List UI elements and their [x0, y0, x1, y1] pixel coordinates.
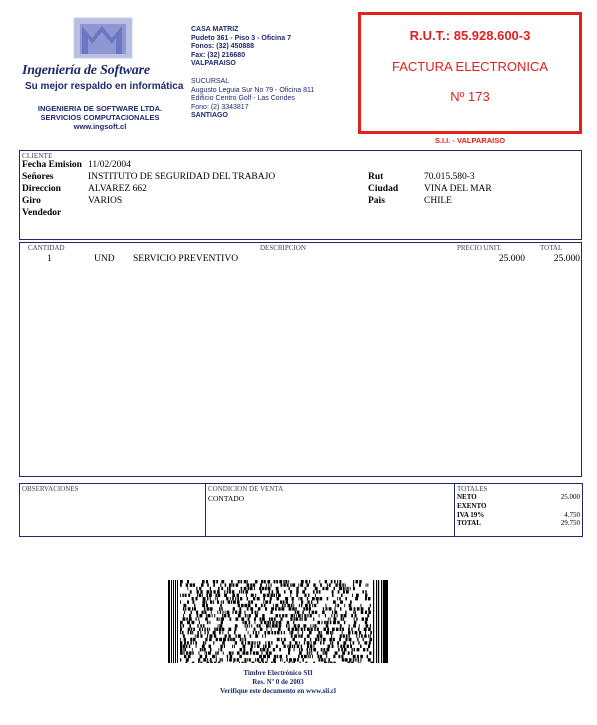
totals-label: TOTALES — [457, 485, 488, 493]
head-office-address: Pudeto 361 - Piso 3 - Oficina 7 — [191, 34, 291, 42]
company-logo-name: Ingeniería de Software — [22, 63, 150, 78]
head-office-block — [191, 26, 291, 69]
head-office-fax: Fax: (32) 216680 — [191, 51, 246, 59]
col-total: TOTAL — [540, 244, 563, 252]
stamp-line-2: Res. Nº 0 de 2003 — [252, 678, 304, 686]
table-row — [20, 254, 581, 266]
iva-label: IVA 19% — [457, 511, 485, 519]
row-total: 25.000 — [553, 254, 580, 264]
senores-label: Señores — [22, 172, 54, 182]
senores-value: INSTITUTO DE SEGURIDAD DEL TRABAJO — [88, 172, 276, 182]
giro-label: Giro — [22, 196, 41, 206]
company-info — [20, 104, 180, 131]
rut-label: Rut — [368, 172, 384, 182]
sii-office: S.I.I. - VALPARAISO — [434, 136, 506, 145]
head-office-phones: Fonos: (32) 450888 — [191, 43, 255, 51]
sale-condition-box — [205, 483, 455, 537]
company-legal-name: INGENIERIA DE SOFTWARE LTDA. — [37, 104, 163, 113]
ciudad-value: VINA DEL MAR — [424, 184, 492, 194]
ciudad-label: Ciudad — [368, 184, 399, 194]
observations-label: OBSERVACIONES — [22, 485, 79, 493]
sale-condition-label: CONDICION DE VENTA — [208, 485, 284, 493]
direccion-value: ALVAREZ 662 — [88, 184, 147, 194]
branch-block — [191, 78, 314, 121]
observations-box — [19, 483, 206, 537]
vendedor-label: Vendedor — [22, 208, 62, 218]
pais-label: Pais — [368, 196, 385, 206]
branch-building: Edificio Centro Golf - Las Condes — [191, 95, 295, 103]
total-label: TOTAL — [457, 519, 481, 527]
rut-value: 70.015.580-3 — [424, 172, 475, 182]
electronic-stamp-barcode — [168, 580, 388, 663]
exento-label: EXENTO — [457, 502, 487, 510]
neto-label: NETO — [457, 493, 477, 501]
sale-condition-value: CONTADO — [208, 494, 245, 503]
head-office-city: VALPARAISO — [191, 60, 236, 68]
stamp-line-3: Verifique este documento en www.sii.cl — [219, 687, 336, 695]
row-unit-price: 25.000 — [498, 254, 525, 264]
col-quantity: CANTIDAD — [28, 244, 65, 252]
fecha-value: 11/02/2004 — [88, 160, 131, 170]
items-table — [19, 242, 582, 477]
col-description: DESCRIPCION — [260, 244, 306, 252]
client-box — [19, 150, 582, 240]
row-description: SERVICIO PREVENTIVO — [133, 254, 239, 264]
branch-address: Augusto Leguia Sur No 79 - Oficina 811 — [191, 86, 315, 94]
document-type: FACTURA ELECTRONICA — [391, 59, 549, 74]
giro-value: VARIOS — [88, 196, 123, 206]
document-number: Nº 173 — [450, 89, 490, 104]
stamp-line-1: Timbre Electrónico SII — [243, 669, 313, 677]
pais-value: CHILE — [424, 196, 452, 206]
company-website: www.ingsoft.cl — [73, 122, 127, 131]
branch-phone: Fono: (2) 3343817 — [191, 103, 249, 111]
total-value: 29.750 — [560, 519, 580, 527]
totals-box — [454, 483, 583, 537]
row-unit: UND — [94, 254, 115, 264]
branch-city: SANTIAGO — [191, 112, 228, 120]
rut-box — [358, 12, 582, 134]
row-quantity: 1 — [47, 254, 52, 264]
company-logo-graphic — [70, 14, 136, 62]
company-business: SERVICIOS COMPUTACIONALES — [40, 113, 160, 122]
head-office-title: CASA MATRIZ — [191, 26, 239, 33]
company-slogan: Su mejor respaldo en informática — [25, 81, 184, 92]
fecha-label: Fecha Emision — [22, 160, 82, 170]
client-section-title: CLIENTE — [22, 152, 53, 160]
col-unit-price: PRECIO UNIT. — [457, 244, 502, 252]
direccion-label: Direccion — [22, 184, 61, 194]
iva-value: 4.750 — [564, 511, 580, 519]
issuer-rut: R.U.T.: 85.928.600-3 — [409, 28, 531, 43]
neto-value: 25.000 — [560, 493, 580, 501]
branch-title: SUCURSAL — [191, 78, 230, 85]
